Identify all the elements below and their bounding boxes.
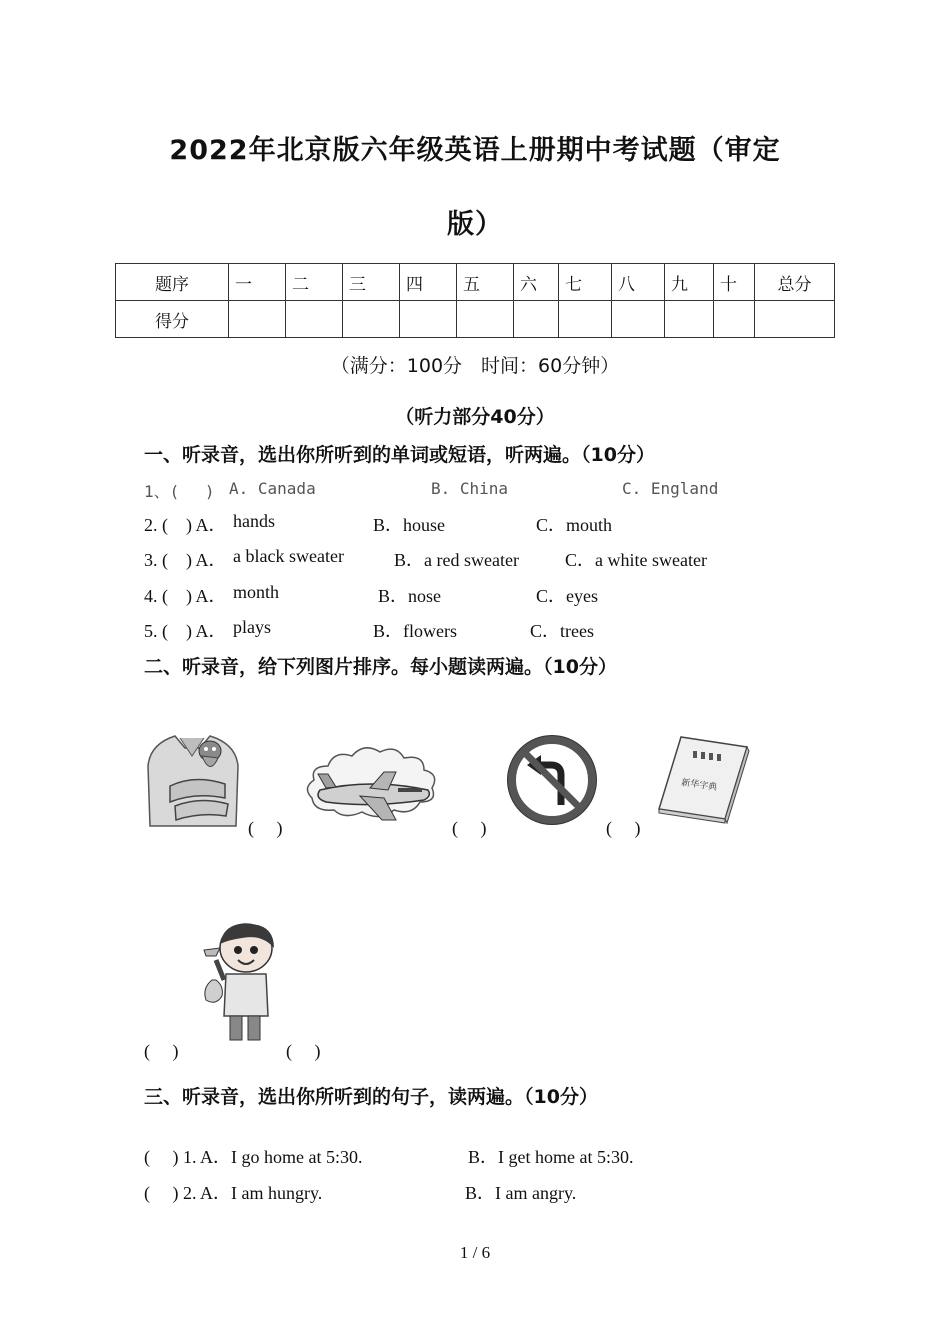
- score-header-cell: 一: [229, 264, 286, 301]
- q3-option-c: C．a white sweater: [565, 550, 707, 570]
- score-cell[interactable]: [400, 301, 457, 338]
- score-header-cell: 八: [612, 264, 665, 301]
- score-cell[interactable]: [286, 301, 343, 338]
- score-cell[interactable]: [514, 301, 559, 338]
- person-holding-pet-image: [140, 726, 245, 828]
- page-number: 1 / 6: [459, 1243, 491, 1262]
- s3-q1-option-a: ( ) 1. A．I go home at 5:30.: [144, 1147, 363, 1167]
- section-2-heading: 二、听录音，给下列图片排序。每小题读两遍。（10分）: [144, 656, 617, 678]
- score-cell[interactable]: [343, 301, 400, 338]
- dictionary-image: [655, 733, 751, 825]
- score-row-label: 得分: [116, 301, 229, 338]
- q5-option-b: B．flowers: [373, 621, 457, 641]
- score-header-cell: 七: [559, 264, 612, 301]
- q4-option-b: B．nose: [378, 586, 441, 606]
- q2-option-b: B．house: [373, 515, 445, 535]
- airplane-image: [300, 740, 442, 826]
- picture-3-answer-blank[interactable]: ( ): [606, 818, 641, 838]
- listening-note: （听力部分40分）: [395, 406, 555, 428]
- picture-1-answer-blank[interactable]: ( ): [248, 818, 283, 838]
- section-3-heading: 三、听录音，选出你所听到的句子，读两遍。（10分）: [144, 1086, 598, 1108]
- q1-option-b: B. China: [431, 479, 509, 498]
- score-cell[interactable]: [559, 301, 612, 338]
- score-header-cell: 二: [286, 264, 343, 301]
- exam-info: （满分：100分 时间：60分钟）: [330, 355, 620, 377]
- q4-number: 4. ( ) A．: [144, 586, 227, 606]
- picture-5-answer-blank[interactable]: ( ): [286, 1041, 321, 1061]
- q3-number: 3. ( ) A．: [144, 550, 227, 570]
- q2-option-c: C．mouth: [536, 515, 613, 535]
- score-header-cell: 六: [514, 264, 559, 301]
- score-cell[interactable]: [229, 301, 286, 338]
- score-header-cell: 总分: [755, 264, 835, 301]
- s3-q2-option-b: B．I am angry.: [465, 1183, 577, 1203]
- score-cell[interactable]: [665, 301, 714, 338]
- page-title-continued: 版）: [447, 209, 503, 240]
- s3-q2-option-a: ( ) 2. A．I am hungry.: [144, 1183, 323, 1203]
- no-left-turn-sign-image: [505, 733, 599, 827]
- picture-2-answer-blank[interactable]: ( ): [452, 818, 487, 838]
- score-table-score-row: [116, 301, 835, 338]
- q3-option-b: B．a red sweater: [394, 550, 519, 570]
- q4-option-c: C．eyes: [536, 586, 598, 606]
- score-header-cell: 十: [714, 264, 755, 301]
- dictionary-cover-text: 新华字典: [680, 778, 718, 793]
- score-header-cell: 四: [400, 264, 457, 301]
- score-table-header-row: [116, 264, 835, 301]
- q1-number: 1、( ): [144, 482, 215, 501]
- score-table: [115, 263, 835, 338]
- q1-option-c: C. England: [622, 479, 719, 498]
- section-1-heading: 一、听录音，选出你所听到的单词或短语，听两遍。（10分）: [144, 444, 655, 466]
- q5-number: 5. ( ) A．: [144, 621, 227, 641]
- score-header-cell: 题序: [116, 264, 229, 301]
- score-header-cell: 五: [457, 264, 514, 301]
- q5-option-c: C．trees: [530, 621, 594, 641]
- score-cell[interactable]: [714, 301, 755, 338]
- picture-4-answer-blank[interactable]: ( ): [144, 1041, 179, 1061]
- boy-with-spray-image: [190, 920, 282, 1048]
- q1-option-a: A. Canada: [229, 479, 316, 498]
- page-title: 2022年北京版六年级英语上册期中考试题（审定: [169, 135, 781, 166]
- q2-option-a: hands: [233, 511, 275, 531]
- score-header-cell: 三: [343, 264, 400, 301]
- score-cell[interactable]: [612, 301, 665, 338]
- s3-q1-option-b: B．I get home at 5:30.: [468, 1147, 634, 1167]
- q4-option-a: month: [233, 582, 280, 602]
- q2-number: 2. ( ) A．: [144, 515, 227, 535]
- score-cell[interactable]: [755, 301, 835, 338]
- score-header-cell: 九: [665, 264, 714, 301]
- q3-option-a: a black sweater: [233, 546, 344, 566]
- score-cell[interactable]: [457, 301, 514, 338]
- q5-option-a: plays: [233, 617, 271, 637]
